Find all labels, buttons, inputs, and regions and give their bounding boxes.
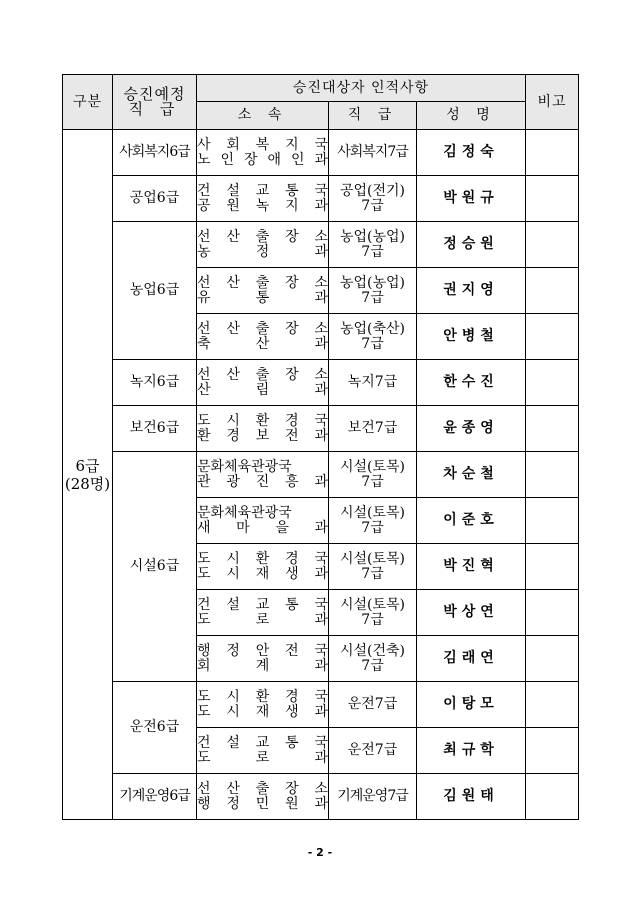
current-grade-line1: 운전7급 <box>347 742 398 758</box>
table-row <box>63 774 579 820</box>
affiliation-bureau: 선 산 출 장 소 <box>197 366 328 383</box>
current-grade-cell <box>329 130 417 176</box>
affiliation-division: 회 계 과 <box>197 657 328 674</box>
affiliation-cell <box>197 314 329 360</box>
person-name-cell: 박상연 <box>417 590 526 636</box>
current-grade-line1: 시설(토목) <box>339 550 406 567</box>
planned-grade-cell: 공업6급 <box>113 176 197 222</box>
current-grade-cell <box>329 728 417 774</box>
remarks-cell <box>526 406 579 452</box>
affiliation-division: 공 원 녹 지 과 <box>197 197 328 214</box>
current-grade-cell <box>329 314 417 360</box>
person-name-cell: 윤종영 <box>417 406 526 452</box>
category-line1: 6급 <box>75 456 100 475</box>
person-name-cell: 박원규 <box>417 176 526 222</box>
header-planned-grade-line1: 승진예정 <box>123 85 186 103</box>
header-planned-grade-line2: 직 급 <box>128 100 181 118</box>
table-row <box>63 130 579 176</box>
current-grade-line1: 시설(토목) <box>339 504 406 521</box>
remarks-cell <box>526 360 579 406</box>
affiliation-cell <box>197 728 329 774</box>
current-grade-cell <box>329 636 417 682</box>
affiliation-cell <box>197 176 329 222</box>
affiliation-cell <box>197 406 329 452</box>
affiliation-division: 유 통 과 <box>197 289 328 306</box>
person-name-cell: 김래연 <box>417 636 526 682</box>
current-grade-cell <box>329 360 417 406</box>
current-grade-line1: 기계운영7급 <box>337 788 408 804</box>
header-row-1 <box>63 75 579 102</box>
current-grade-line2: 7급 <box>361 565 384 582</box>
current-grade-line1: 운전7급 <box>347 696 398 712</box>
person-name-cell: 안병철 <box>417 314 526 360</box>
affiliation-bureau: 선 산 출 장 소 <box>197 780 328 797</box>
person-name-cell: 한수진 <box>417 360 526 406</box>
planned-grade-cell: 기계운영6급 <box>113 774 197 820</box>
person-name-cell: 이준호 <box>417 498 526 544</box>
current-grade-line1: 농업(농업) <box>339 228 406 245</box>
affiliation-bureau: 도 시 환 경 국 <box>197 550 328 567</box>
affiliation-bureau: 건 설 교 통 국 <box>197 182 328 199</box>
affiliation-division: 산 림 과 <box>197 381 328 398</box>
person-name-cell: 권지영 <box>417 268 526 314</box>
header-planned-grade <box>113 75 197 130</box>
current-grade-line2: 7급 <box>361 519 384 536</box>
current-grade-line2: 7급 <box>361 473 384 490</box>
table-row <box>63 176 579 222</box>
affiliation-division: 도 시 재 생 과 <box>197 565 328 582</box>
header-remarks: 비고 <box>526 75 579 130</box>
header-affiliation: 소 속 <box>197 102 329 130</box>
affiliation-division: 농 정 과 <box>197 243 328 260</box>
person-name-cell: 박진혁 <box>417 544 526 590</box>
affiliation-cell <box>197 268 329 314</box>
current-grade-line1: 시설(토목) <box>339 458 406 475</box>
table-row <box>63 360 579 406</box>
current-grade-line2: 7급 <box>361 657 384 674</box>
current-grade-cell <box>329 498 417 544</box>
affiliation-cell <box>197 130 329 176</box>
affiliation-cell <box>197 452 329 498</box>
affiliation-bureau: 문화체육관광국 <box>197 458 292 475</box>
planned-grade-cell: 시설6급 <box>113 452 197 682</box>
current-grade-line2: 7급 <box>361 243 384 260</box>
planned-grade-cell: 농업6급 <box>113 222 197 360</box>
current-grade-cell <box>329 682 417 728</box>
affiliation-division: 관 광 진 흥 과 <box>197 473 328 490</box>
affiliation-cell <box>197 636 329 682</box>
remarks-cell <box>526 728 579 774</box>
current-grade-line1: 농업(농업) <box>339 274 406 291</box>
planned-grade-cell: 운전6급 <box>113 682 197 774</box>
remarks-cell <box>526 130 579 176</box>
affiliation-cell <box>197 498 329 544</box>
affiliation-bureau: 행 정 안 전 국 <box>197 642 328 659</box>
affiliation-cell <box>197 222 329 268</box>
affiliation-bureau: 건 설 교 통 국 <box>197 734 328 751</box>
current-grade-cell <box>329 452 417 498</box>
current-grade-line1: 시설(건축) <box>339 642 406 659</box>
current-grade-line1: 사회복지7급 <box>337 144 408 160</box>
affiliation-division: 도 로 과 <box>197 611 328 628</box>
header-name: 성 명 <box>417 102 526 130</box>
current-grade-line1: 시설(토목) <box>339 596 406 613</box>
affiliation-cell <box>197 682 329 728</box>
table-row <box>63 452 579 498</box>
person-name-cell: 정승원 <box>417 222 526 268</box>
current-grade-cell <box>329 268 417 314</box>
remarks-cell <box>526 544 579 590</box>
planned-grade-cell: 보건6급 <box>113 406 197 452</box>
current-grade-line2: 7급 <box>361 197 384 214</box>
header-current-grade: 직 급 <box>329 102 417 130</box>
current-grade-line1: 보건7급 <box>347 420 398 436</box>
affiliation-division: 축 산 과 <box>197 335 328 352</box>
affiliation-bureau: 선 산 출 장 소 <box>197 228 328 245</box>
affiliation-division: 도 시 재 생 과 <box>197 703 328 720</box>
planned-grade-cell: 사회복지6급 <box>113 130 197 176</box>
table-row <box>63 682 579 728</box>
person-name-cell: 이탕모 <box>417 682 526 728</box>
category-line2: (28명) <box>64 474 111 493</box>
person-name-cell: 최규학 <box>417 728 526 774</box>
remarks-cell <box>526 452 579 498</box>
remarks-cell <box>526 314 579 360</box>
affiliation-cell <box>197 544 329 590</box>
current-grade-cell <box>329 222 417 268</box>
page-number: - 2 - <box>307 846 333 859</box>
affiliation-division: 환 경 보 전 과 <box>197 427 328 444</box>
affiliation-bureau: 건 설 교 통 국 <box>197 596 328 613</box>
current-grade-cell <box>329 176 417 222</box>
current-grade-line2: 7급 <box>361 611 384 628</box>
affiliation-division: 도 로 과 <box>197 749 328 766</box>
affiliation-cell <box>197 360 329 406</box>
table-row <box>63 222 579 268</box>
affiliation-bureau: 도 시 환 경 국 <box>197 688 328 705</box>
planned-grade-cell: 녹지6급 <box>113 360 197 406</box>
current-grade-cell <box>329 544 417 590</box>
remarks-cell <box>526 590 579 636</box>
remarks-cell <box>526 774 579 820</box>
affiliation-cell <box>197 774 329 820</box>
remarks-cell <box>526 268 579 314</box>
current-grade-cell <box>329 774 417 820</box>
header-category: 구분 <box>63 75 113 130</box>
affiliation-bureau: 도 시 환 경 국 <box>197 412 328 429</box>
current-grade-line2: 7급 <box>361 335 384 352</box>
remarks-cell <box>526 498 579 544</box>
affiliation-division: 행 정 민 원 과 <box>197 795 328 812</box>
remarks-cell <box>526 222 579 268</box>
affiliation-bureau: 문화체육관광국 <box>197 504 292 521</box>
remarks-cell <box>526 682 579 728</box>
table-row <box>63 406 579 452</box>
current-grade-line1: 녹지7급 <box>347 374 398 390</box>
affiliation-bureau: 선 산 출 장 소 <box>197 274 328 291</box>
person-name-cell: 차순철 <box>417 452 526 498</box>
promotion-roster-table <box>62 74 579 820</box>
affiliation-cell <box>197 590 329 636</box>
person-name-cell: 김정숙 <box>417 130 526 176</box>
affiliation-bureau: 선 산 출 장 소 <box>197 320 328 337</box>
current-grade-line1: 공업(전기) <box>339 182 406 199</box>
current-grade-line2: 7급 <box>361 289 384 306</box>
header-personnel-group: 승진대상자 인적사항 <box>197 75 526 102</box>
remarks-cell <box>526 636 579 682</box>
person-name-cell: 김원태 <box>417 774 526 820</box>
current-grade-line1: 농업(축산) <box>339 320 406 337</box>
category-cell <box>63 130 113 820</box>
current-grade-cell <box>329 590 417 636</box>
remarks-cell <box>526 176 579 222</box>
affiliation-division: 새 마 을 과 <box>197 519 328 536</box>
affiliation-division: 노 인 장 애 인 과 <box>197 151 328 168</box>
current-grade-cell <box>329 406 417 452</box>
affiliation-bureau: 사 회 복 지 국 <box>197 136 328 153</box>
